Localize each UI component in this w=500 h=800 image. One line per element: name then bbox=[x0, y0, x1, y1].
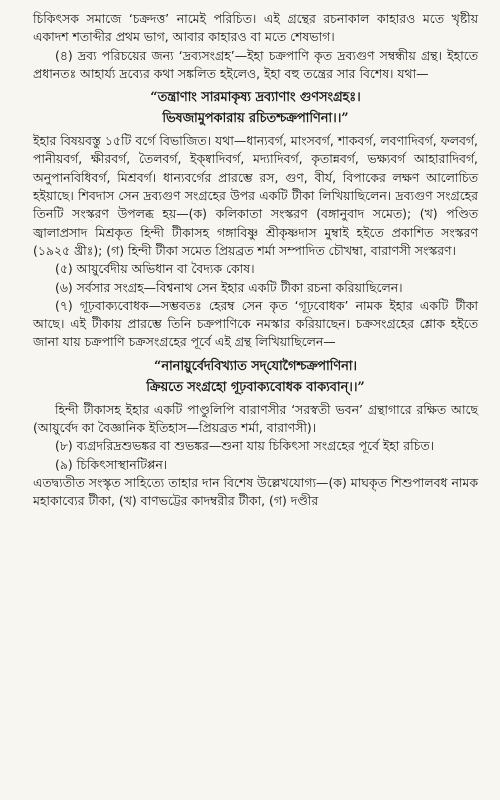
sanskrit-verse-2 bbox=[33, 356, 478, 398]
paragraph-6: (৭) গূঢ়বাক্যবোধক—সম্ভবতঃ হেরম্ব সেন কৃত ‘গূঢ়বোধক’ নামক ইহার একটি টীকা আছে। এই টীকায় প্রারম্ভে তিনি চক্রপাণিকে নমস্কার করিয়াছেন। চক্রসংগ্রহের শ্লোক হইতে জানা যায় চক্রপাণি চক্রসংগ্রহের পূর্বে এই গ্রন্থ লিখিয়াছিলেন— bbox=[33, 297, 478, 350]
paragraph-4: (৫) আয়ুর্বেদীয় অভিধান বা বৈদ্যক কোষ। bbox=[55, 261, 255, 277]
paragraph-8: (৮) ব্যগ্রদরিদ্রশুভঙ্কর বা শুভঙ্কর—শুনা যায় চিকিৎসা সংগ্রহের পূর্বে ইহা রচিত। bbox=[55, 438, 435, 454]
margin-mark: ’ bbox=[374, 488, 377, 498]
paragraph-7: হিন্দী টীকাসহ ইহার একটি পাণ্ডুলিপি বারাণসীর ‘সরস্বতী ভবন’ গ্রন্থাগারে রক্ষিত আছে (আয়ুর্বেদ কা বৈজ্ঞানিক ইতিহাস—প্রিয়ব্রত শর্মা, বারাণসী)। bbox=[33, 401, 478, 436]
verse-2-line-2: ক্রিয়তে সংগ্রহো গূঢ়বাক্যবোধক বাক্যবান্।।” bbox=[146, 379, 365, 395]
sanskrit-verse-1 bbox=[33, 87, 478, 129]
paragraph-10: এতদ্ব্যতীত সংস্কৃত সাহিত্যে তাহার দান বিশেষ উল্লেখযোগ্য—(ক) মাঘকৃত শিশুপালবধ নামক মহাকাব্যের টীকা, (খ) বাণভট্টের কাদম্বরীর টীকা, (গ) দণ্ডীর bbox=[33, 474, 478, 509]
paragraph-9: (৯) চিকিৎসাস্থানটিপ্পন। bbox=[55, 456, 168, 472]
verse-2-line-1: “নানায়ুর্বেদবিখ্যাত সদ্‌যোগৈশ্চক্রপাণিনা। bbox=[153, 358, 358, 374]
verse-1-line-2: ভিষজামুপকারায় রচিতশ্চক্রপাণিনা।।” bbox=[162, 111, 349, 127]
verse-1-line-1: “তন্ত্রাণাং সারমাকৃষ্য দ্রব্যাণাং গুণসংগ্রহঃ। bbox=[150, 90, 361, 106]
paragraph-1: চিকিৎসক সমাজে ‘চক্রদত্ত’ নামেই পরিচিত। এই গ্রন্থের রচনাকাল কাহারও মতে খৃষ্টীয় একাদশ শতাব্দীর প্রথম ভাগ, আবার কাহারও বা মতে শেষভাগ। bbox=[33, 11, 478, 45]
paragraph-2: (৪) দ্রব্য পরিচয়ের জন্য ‘দ্রব্যসংগ্রহ’—ইহা চক্রপাণি কৃত দ্রব্যগুণ সম্বন্ধীয় গ্রন্থ। ইহাতে প্রধানতঃ আহার্য্য দ্রব্যের কথা সঙ্কলিত হইলেও, ইহা বহু তন্ত্রের সার বিশেষ। যথা— bbox=[33, 47, 478, 81]
paragraph-3: ইহার বিষয়বস্তু ১৫টি বর্গে বিভাজিত। যথা—ধান্যবর্গ, মাংসবর্গ, শাকবর্গ, লবণাদিবর্গ, ফলবর্গ, পানীয়বর্গ, ক্ষীরবর্গ, তৈলবর্গ, ইক্ষ্বাদিবর্গ, মদ্যাদিবর্গ, কৃতান্নবর্গ, ভক্ষ্যবর্গ আহারাদিবর্গ, অনুপানবিধিবর্গ, মিশ্রবর্গ। ধান্যবর্গের প্রারম্ভে রস, গুণ, বীর্য, বিপাকের লক্ষণ আলোচিত হইয়াছে। শিবদাস সেন দ্রব্যগুণ সংগ্রহের উপর একটি টীকা লিখিয়াছিলেন। দ্রব্যগুণ সংগ্রহের তিনটি সংস্করণ উপলব্ধ হয়—(ক) কলিকাতা সংস্করণ (বঙ্গানুবাদ সমেত); (খ) পণ্ডিত জ্বালাপ্রসাদ মিশ্রকৃত হিন্দী টীকাসহ গঙ্গাবিষ্ণু শ্রীকৃষ্ণদাস মুম্বাই হইতে প্রকাশিত সংস্করণ (১৯২৫ খ্রীঃ); (গ) হিন্দী টীকা সমেত প্রিয়ব্রত শর্মা সম্পাদিত চৌখম্বা, বারাণসী সংস্করণ। bbox=[33, 133, 478, 258]
paragraph-5: (৬) সর্বসার সংগ্রহ—বিশ্বনাথ সেন ইহার একটি টীকা রচনা করিয়াছিলেন। bbox=[55, 279, 403, 295]
